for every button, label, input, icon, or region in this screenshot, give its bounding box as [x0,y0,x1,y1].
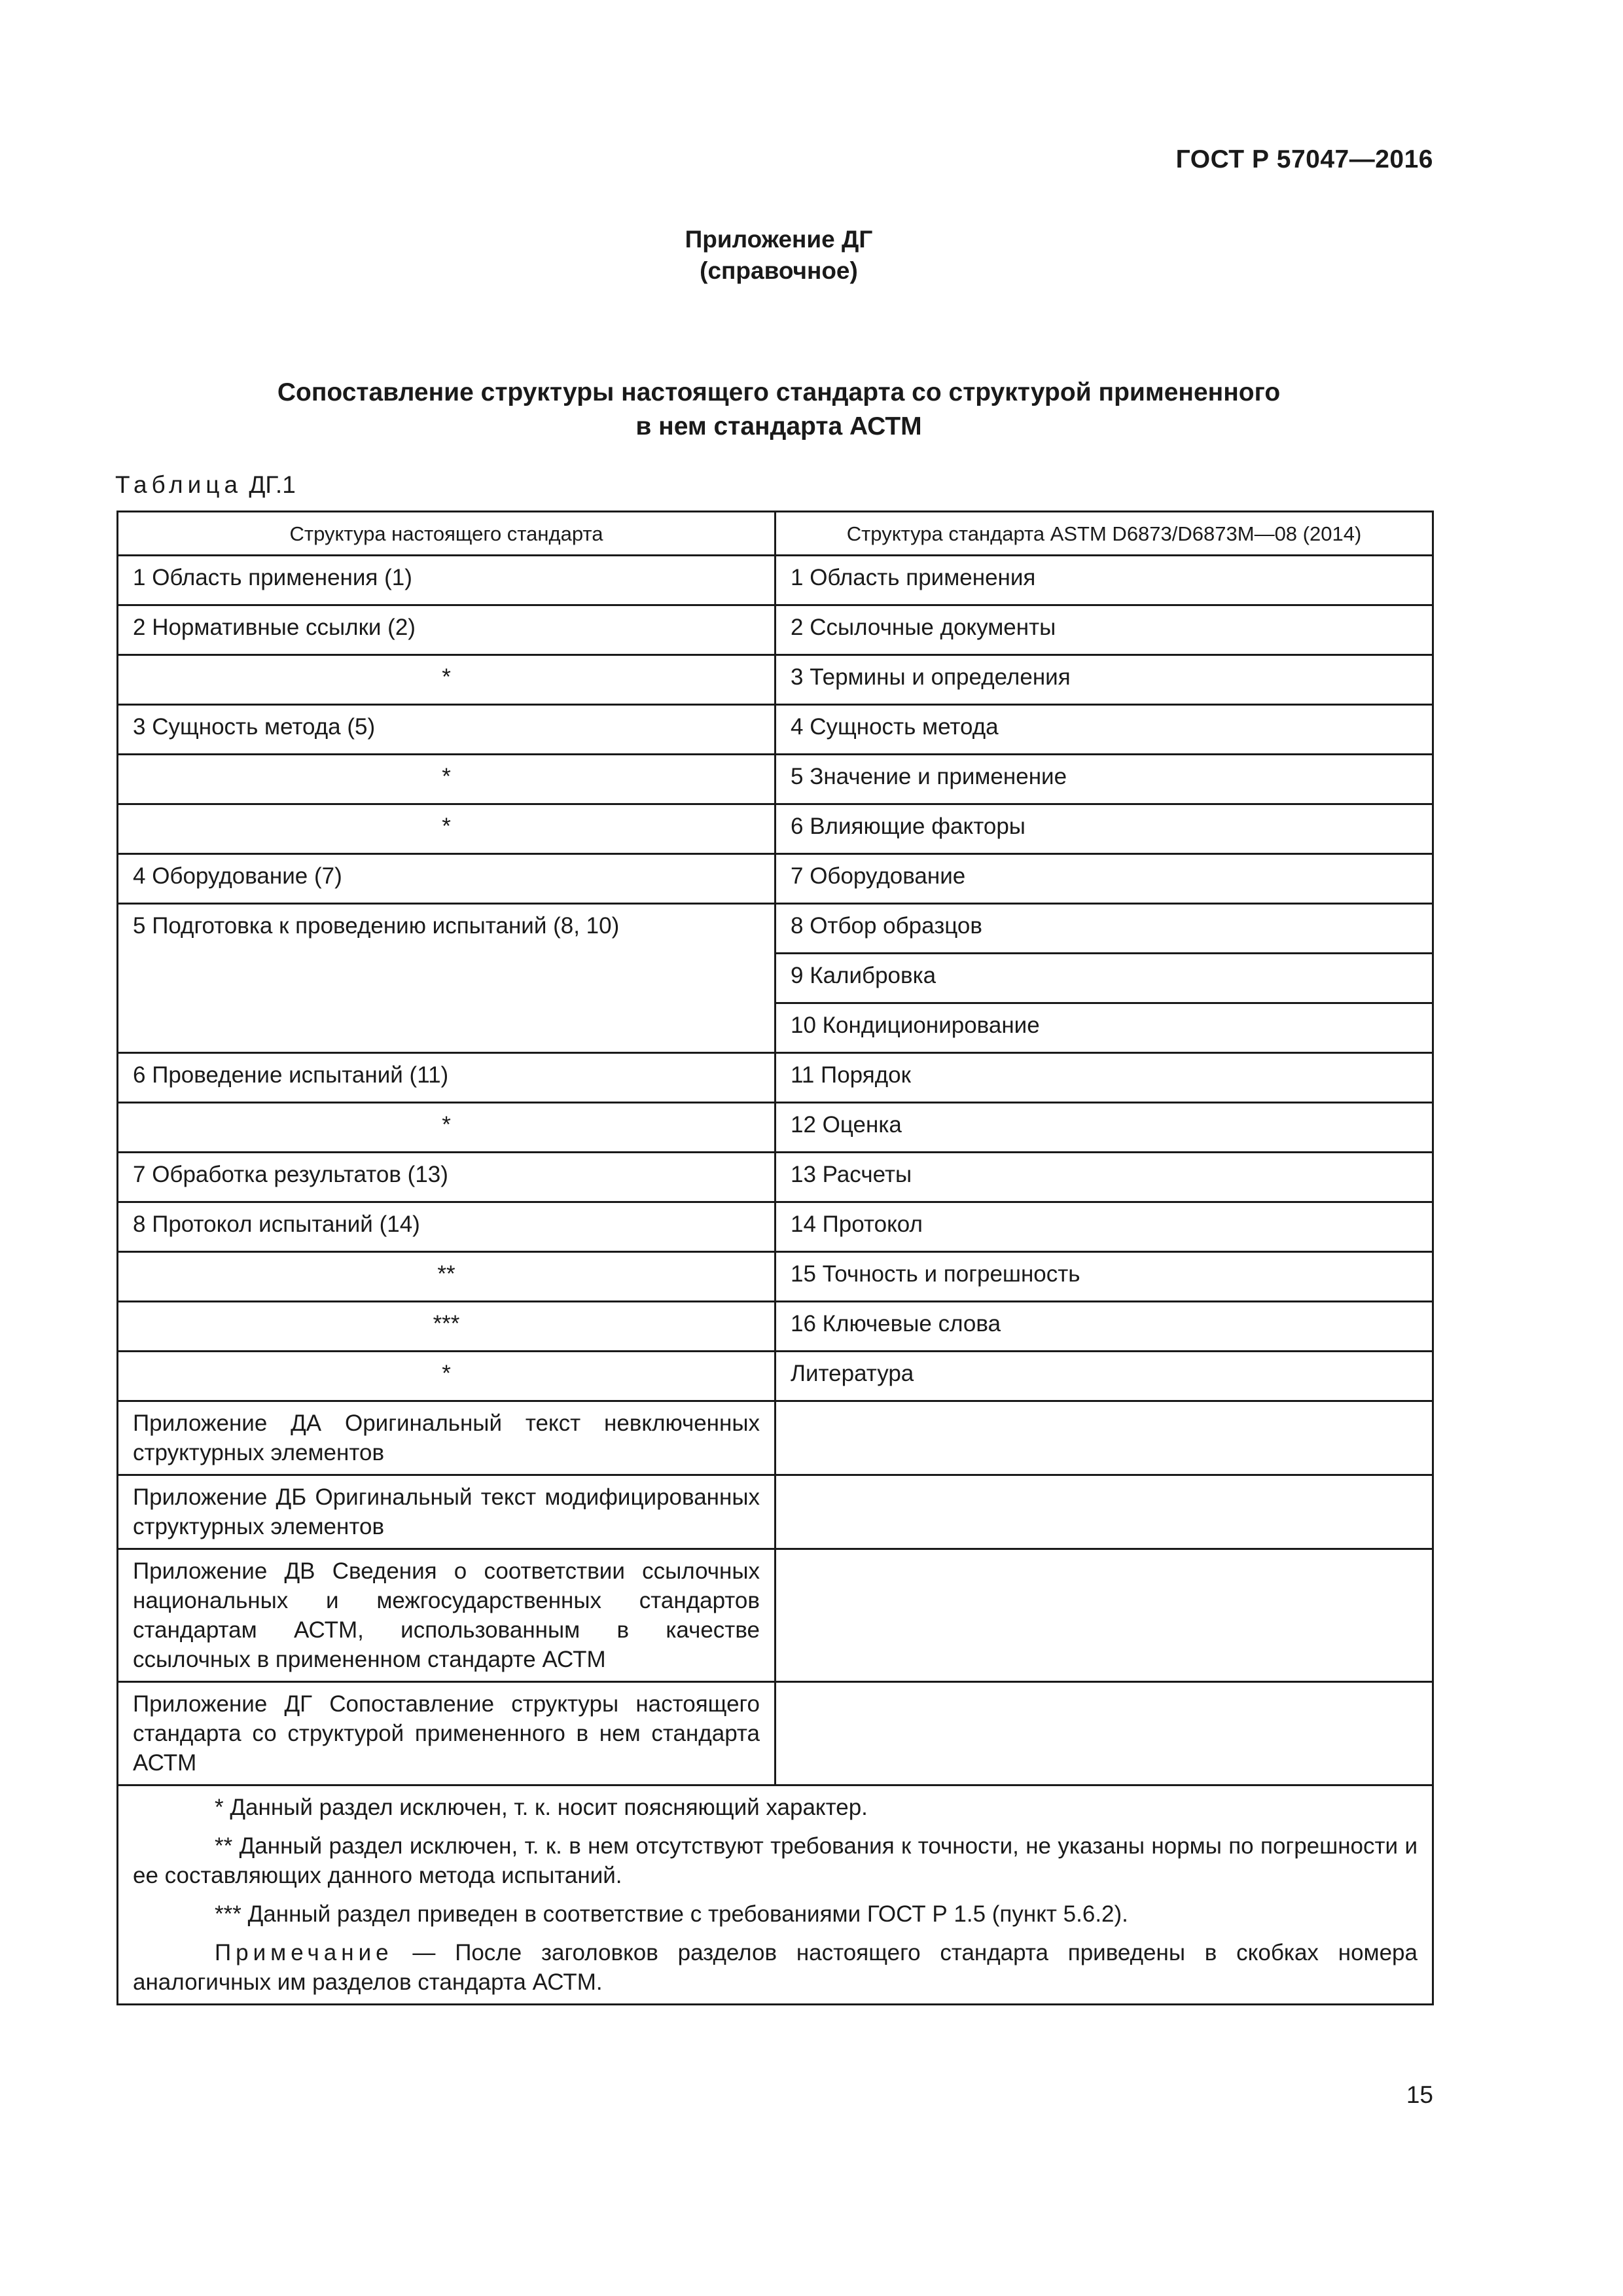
cell-left: 8 Протокол испытаний (14) [118,1202,776,1252]
cell-right: 12 Оценка [776,1103,1433,1153]
cell-left: Приложение ДГ Сопоставление структуры настоящего стандарта со структурой примененного в нем стандарта АСТМ [118,1682,776,1785]
cell-right: 4 Сущность метода [776,705,1433,755]
table-row [118,1682,1433,1785]
cell-right: 3 Термины и определения [776,655,1433,705]
table-row [118,556,1433,605]
cell-left: Приложение ДВ Сведения о соответствии ссылочных национальных и межгосударственных стандартов стандартам АСТМ, использованным в качестве ссылочных в примененном стандарте АСТМ [118,1549,776,1682]
cell-right: 15 Точность и погрешность [776,1252,1433,1302]
section-title-line-2: в нем стандарта АСТМ [635,412,922,440]
cell-right: 14 Протокол [776,1202,1433,1252]
cell-right [776,1475,1433,1549]
cell-right: 8 Отбор образцов [776,904,1433,954]
table-row [118,705,1433,755]
header-astm-standard: Структура стандарта ASTM D6873/D6873M—08 (2014) [776,512,1433,556]
cell-left: 5 Подготовка к проведению испытаний (8, 10) [118,904,776,1053]
annex-title: Приложение ДГ [685,226,873,253]
cell-left: * [118,1103,776,1153]
annex-heading [0,224,1558,287]
cell-right [776,1682,1433,1785]
document-code: ГОСТ Р 57047—2016 [1175,145,1433,173]
cell-left: * [118,804,776,854]
cell-right: 13 Расчеты [776,1153,1433,1202]
footnote-2: ** Данный раздел исключен, т. к. в нем отсутствуют требования к точности, не указаны нормы по погрешности и ее составляющих данного метода испытаний. [133,1833,1418,1888]
table-row [118,904,1433,954]
cell-right: 16 Ключевые слова [776,1302,1433,1352]
table-caption [115,471,296,499]
table-row [118,1202,1433,1252]
table-row [118,755,1433,804]
table-row [118,605,1433,655]
cell-left: 4 Оборудование (7) [118,854,776,904]
cell-right: 5 Значение и применение [776,755,1433,804]
cell-right: 10 Кондиционирование [776,1003,1433,1053]
cell-left: 7 Обработка результатов (13) [118,1153,776,1202]
annex-status: (справочное) [700,257,858,284]
cell-left: ** [118,1252,776,1302]
cell-left: Приложение ДА Оригинальный текст невключенных структурных элементов [118,1401,776,1475]
cell-left: 1 Область применения (1) [118,556,776,605]
table-header-row [118,512,1433,556]
cell-right: 11 Порядок [776,1053,1433,1103]
table-row [118,854,1433,904]
table-row [118,1352,1433,1401]
cell-left: Приложение ДБ Оригинальный текст модифицированных структурных элементов [118,1475,776,1549]
cell-right: 9 Калибровка [776,954,1433,1003]
remark [133,1938,1418,1997]
cell-left: 6 Проведение испытаний (11) [118,1053,776,1103]
section-title [0,376,1558,444]
section-title-line-1: Сопоставление структуры настоящего стандарта со структурой примененного [277,378,1281,406]
table-caption-number: ДГ.1 [249,471,296,498]
cell-left: 2 Нормативные ссылки (2) [118,605,776,655]
table-row [118,804,1433,854]
cell-left: * [118,755,776,804]
cell-left: * [118,1352,776,1401]
table-row [118,1549,1433,1682]
footnote-1: * Данный раздел исключен, т. к. носит поясняющий характер. [215,1795,868,1820]
cell-right: 2 Ссылочные документы [776,605,1433,655]
cell-right: 1 Область применения [776,556,1433,605]
table-row [118,1302,1433,1352]
table-row [118,1401,1433,1475]
cell-left: * [118,655,776,705]
table-row [118,655,1433,705]
table-caption-word: Таблица [115,471,243,498]
table-notes [118,1785,1433,2005]
cell-right: 7 Оборудование [776,854,1433,904]
table-row [118,1252,1433,1302]
remark-text: — После заголовков разделов настоящего стандарта приведены в скобках номера аналогичных им разделов стандарта АСТМ. [133,1940,1418,1995]
table-row [118,1475,1433,1549]
cell-right: 6 Влияющие факторы [776,804,1433,854]
table-row [118,1153,1433,1202]
cell-left: *** [118,1302,776,1352]
footnote-3: *** Данный раздел приведен в соответствие с требованиями ГОСТ Р 1.5 (пункт 5.6.2). [215,1901,1128,1927]
cell-left: 3 Сущность метода (5) [118,705,776,755]
remark-label: Примечание [215,1940,393,1965]
table-row [118,1053,1433,1103]
page-number: 15 [1406,2081,1433,2108]
cell-right: Литература [776,1352,1433,1401]
cell-right [776,1401,1433,1475]
table-row [118,1103,1433,1153]
comparison-table [116,511,1434,2005]
table-notes-row [118,1785,1433,2005]
header-this-standard: Структура настоящего стандарта [118,512,776,556]
cell-right [776,1549,1433,1682]
